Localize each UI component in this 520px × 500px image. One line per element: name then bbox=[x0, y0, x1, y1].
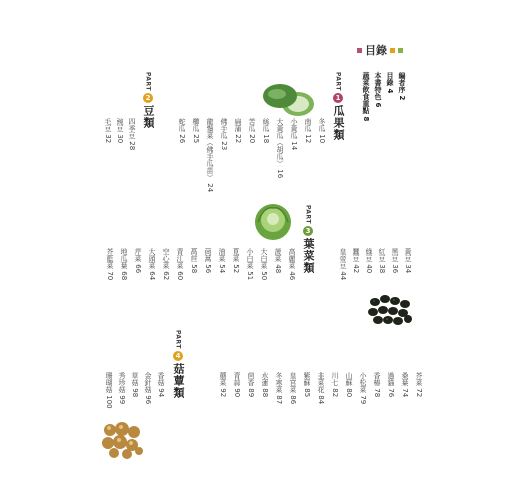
entry-page: 25 bbox=[192, 134, 200, 144]
entry-label: 油菜 bbox=[218, 248, 226, 262]
toc-entry[interactable] bbox=[391, 248, 399, 273]
entry-label: 茼蒿 bbox=[204, 248, 212, 262]
toc-entry[interactable] bbox=[219, 372, 227, 397]
toc-entry[interactable] bbox=[178, 118, 186, 143]
entry-page: 82 bbox=[331, 388, 339, 398]
part1-heading[interactable] bbox=[330, 72, 346, 141]
entry-label: 過貓 bbox=[387, 372, 395, 386]
toc-entry[interactable] bbox=[289, 372, 297, 404]
entry-label: 南瓜 bbox=[304, 118, 312, 132]
entry-page: 94 bbox=[157, 388, 165, 398]
toc-entry[interactable] bbox=[276, 118, 284, 178]
entry-label: 冬瓜 bbox=[318, 118, 326, 132]
entry-page: 88 bbox=[261, 388, 269, 398]
entry-page: 70 bbox=[106, 271, 114, 281]
toc-entry[interactable] bbox=[352, 248, 360, 273]
winter-melon-image bbox=[260, 78, 320, 120]
entry-label: 青江菜 bbox=[176, 248, 184, 269]
part2-heading[interactable] bbox=[140, 72, 156, 129]
entry-page: 86 bbox=[289, 395, 297, 405]
entry-page: 23 bbox=[220, 141, 228, 151]
part-label: PART bbox=[144, 72, 152, 91]
toc-entry[interactable] bbox=[260, 248, 268, 280]
entry-label: 茴香 bbox=[247, 372, 255, 386]
part-label: PART bbox=[304, 205, 312, 224]
entry-label: 冬寒菜 bbox=[275, 372, 283, 393]
entry-page: 68 bbox=[120, 271, 128, 281]
toc-entry[interactable] bbox=[220, 118, 228, 150]
toc-entry[interactable] bbox=[148, 248, 156, 280]
toc-entry[interactable] bbox=[120, 248, 128, 280]
entry-page: 90 bbox=[233, 388, 241, 398]
entry-label: 龍鬚菜（佛手瓜苗） bbox=[206, 118, 214, 181]
entry-label: 山蘇 bbox=[345, 372, 353, 386]
entry-label: 黑豆 bbox=[391, 248, 399, 262]
toc-entry[interactable] bbox=[318, 118, 326, 143]
toc-entry[interactable] bbox=[378, 248, 386, 273]
entry-page: 66 bbox=[134, 264, 142, 274]
entry-page: 58 bbox=[190, 264, 198, 274]
front-item[interactable]: 目錄 4 bbox=[386, 72, 394, 94]
front-item[interactable]: 本書特色 6 bbox=[374, 72, 382, 108]
entry-page: 79 bbox=[359, 395, 367, 405]
part-label: PART bbox=[334, 72, 342, 91]
entry-label: 蠶豆 bbox=[352, 248, 360, 262]
front-item[interactable]: 蔬菜飲食重點 8 bbox=[362, 72, 370, 122]
toc-entry[interactable] bbox=[232, 248, 240, 273]
toc-entry[interactable] bbox=[262, 118, 270, 143]
toc-entry[interactable] bbox=[247, 372, 255, 397]
toc-entry[interactable] bbox=[106, 248, 114, 280]
toc-entry[interactable] bbox=[157, 372, 165, 397]
entry-label: 小黃瓜 bbox=[290, 118, 298, 139]
part-number-badge: 2 bbox=[143, 93, 153, 103]
part-title: 瓜果類 bbox=[332, 104, 345, 141]
entry-label: 絲瓜 bbox=[262, 118, 270, 132]
square-icon bbox=[398, 48, 403, 53]
toc-entry[interactable] bbox=[359, 372, 367, 404]
entry-label: 四季豆 bbox=[128, 118, 136, 139]
entry-page: 56 bbox=[204, 264, 212, 274]
entry-page: 51 bbox=[246, 271, 254, 281]
entry-label: 川七 bbox=[331, 372, 339, 386]
entry-page: 36 bbox=[391, 264, 399, 274]
toc-entry[interactable] bbox=[116, 118, 124, 143]
entry-label: 大白菜 bbox=[260, 248, 268, 269]
entry-page: 78 bbox=[373, 388, 381, 398]
part-title: 葉菜類 bbox=[302, 237, 315, 274]
entry-label: 佛手瓜 bbox=[220, 118, 228, 139]
entry-page: 28 bbox=[128, 141, 136, 151]
toc-entry[interactable] bbox=[339, 248, 347, 280]
entry-label: 綠豆 bbox=[365, 248, 373, 262]
toc-entry[interactable] bbox=[246, 248, 254, 280]
entry-label: 金針菇 bbox=[144, 372, 152, 393]
entry-label: 皇宮菜 bbox=[289, 372, 297, 393]
toc-entry[interactable] bbox=[290, 118, 298, 150]
entry-page: 14 bbox=[290, 141, 298, 151]
entry-page: 42 bbox=[352, 264, 360, 274]
toc-title-text: 目錄 bbox=[365, 44, 387, 57]
toc-entry[interactable] bbox=[218, 248, 226, 273]
part-title: 豆類 bbox=[142, 104, 155, 129]
entry-label: 珊瑚菇 bbox=[105, 372, 113, 393]
cabbage-image bbox=[250, 200, 296, 242]
part-number-badge: 1 bbox=[333, 93, 343, 103]
toc-entry[interactable] bbox=[192, 118, 200, 143]
toc-entry[interactable] bbox=[373, 372, 381, 397]
entry-page: 22 bbox=[234, 134, 242, 144]
part-number-badge: 4 bbox=[173, 351, 183, 361]
entry-label: 毛豆 bbox=[104, 118, 112, 132]
toc-title bbox=[357, 42, 403, 58]
entry-page: 84 bbox=[317, 395, 325, 405]
toc-entry[interactable] bbox=[134, 248, 142, 273]
entry-page: 10 bbox=[318, 134, 326, 144]
toc-entry[interactable] bbox=[331, 372, 339, 397]
entry-page: 62 bbox=[162, 271, 170, 281]
entry-page: 60 bbox=[176, 271, 184, 281]
entry-page: 16 bbox=[276, 169, 284, 179]
toc-entry[interactable] bbox=[233, 372, 241, 397]
entry-page: 46 bbox=[288, 271, 296, 281]
part-label: PART bbox=[174, 330, 182, 349]
entry-label: 櫛瓜 bbox=[192, 118, 200, 132]
front-item[interactable]: 編者序 2 bbox=[398, 72, 406, 101]
toc-entry[interactable] bbox=[190, 248, 198, 273]
toc-entry[interactable] bbox=[345, 372, 353, 397]
toc-entry[interactable] bbox=[387, 372, 395, 397]
toc-entry[interactable] bbox=[261, 372, 269, 397]
entry-label: 小白菜 bbox=[246, 248, 254, 269]
toc-entry[interactable] bbox=[131, 372, 139, 397]
toc-entry[interactable] bbox=[176, 248, 184, 280]
entry-label: 大頭菜 bbox=[148, 248, 156, 269]
entry-label: 菠菜 bbox=[274, 248, 282, 262]
part-title: 菇蕈類 bbox=[172, 362, 185, 399]
square-icon bbox=[357, 48, 362, 53]
entry-label: 芥藍菜 bbox=[106, 248, 114, 269]
entry-page: 80 bbox=[345, 388, 353, 398]
entry-page: 30 bbox=[116, 134, 124, 144]
entry-label: 紅豆 bbox=[378, 248, 386, 262]
entry-page: 32 bbox=[104, 134, 112, 144]
entry-page: 72 bbox=[415, 388, 423, 398]
entry-label: 香椿 bbox=[373, 372, 381, 386]
toc-entry[interactable] bbox=[401, 372, 409, 397]
entry-page: 64 bbox=[148, 271, 156, 281]
toc-entry[interactable] bbox=[317, 372, 325, 404]
entry-label: 香菇 bbox=[157, 372, 165, 386]
entry-label: 高麗菜 bbox=[288, 248, 296, 269]
entry-page: 38 bbox=[378, 264, 386, 274]
square-icon bbox=[390, 48, 395, 53]
entry-page: 12 bbox=[304, 134, 312, 144]
toc-entry[interactable] bbox=[404, 248, 412, 273]
entry-page: 48 bbox=[274, 264, 282, 274]
entry-label: 韭菜花 bbox=[317, 372, 325, 393]
toc-entry[interactable] bbox=[365, 248, 373, 273]
entry-label: 地瓜葉 bbox=[120, 248, 128, 269]
toc-entry[interactable] bbox=[118, 372, 126, 404]
entry-label: 大黃瓜（胡瓜） bbox=[276, 118, 284, 167]
toc-entry[interactable] bbox=[274, 248, 282, 273]
toc-entry[interactable] bbox=[128, 118, 136, 150]
entry-page: 50 bbox=[260, 271, 268, 281]
entry-label: 空心菜 bbox=[162, 248, 170, 269]
part-number-badge: 3 bbox=[303, 226, 313, 236]
entry-label: 蘑菜 bbox=[219, 372, 227, 386]
entry-page: 20 bbox=[248, 134, 256, 144]
entry-label: 扁蒲 bbox=[234, 118, 242, 132]
toc-entry[interactable] bbox=[415, 372, 423, 397]
toc-entry[interactable] bbox=[162, 248, 170, 280]
entry-label: 豌豆 bbox=[116, 118, 124, 132]
entry-page: 44 bbox=[339, 271, 347, 281]
entry-page: 89 bbox=[247, 388, 255, 398]
entry-page: 18 bbox=[262, 134, 270, 144]
entry-label: 黃豆 bbox=[404, 248, 412, 262]
entry-label: 莧菜 bbox=[232, 248, 240, 262]
toc-entry[interactable] bbox=[104, 118, 112, 143]
entry-label: 小松菜 bbox=[359, 372, 367, 393]
entry-page: 40 bbox=[365, 264, 373, 274]
entry-page: 52 bbox=[232, 264, 240, 274]
entry-label: 水蓮 bbox=[261, 372, 269, 386]
toc-entry[interactable] bbox=[275, 372, 283, 404]
toc-entry[interactable] bbox=[234, 118, 242, 143]
entry-page: 34 bbox=[404, 264, 412, 274]
entry-label: 紫蘇 bbox=[303, 372, 311, 386]
black-beans-image bbox=[365, 290, 415, 332]
entry-label: 草菇 bbox=[131, 372, 139, 386]
toc-entry[interactable] bbox=[144, 372, 152, 404]
entry-page: 98 bbox=[131, 388, 139, 398]
entry-label: 秀珍菇 bbox=[118, 372, 126, 393]
entry-page: 100 bbox=[105, 395, 113, 409]
entry-label: 青蒜 bbox=[233, 372, 241, 386]
entry-label: 芹菜 bbox=[134, 248, 142, 262]
entry-page: 26 bbox=[178, 134, 186, 144]
entry-page: 96 bbox=[144, 395, 152, 405]
entry-label: 皇帝豆 bbox=[339, 248, 347, 269]
toc-entry[interactable] bbox=[204, 248, 212, 273]
mushrooms-image bbox=[100, 420, 146, 460]
part3-heading[interactable] bbox=[300, 205, 316, 274]
entry-page: 85 bbox=[303, 388, 311, 398]
entry-page: 92 bbox=[219, 388, 227, 398]
toc-entry[interactable] bbox=[288, 248, 296, 280]
entry-page: 54 bbox=[218, 264, 226, 274]
entry-page: 87 bbox=[275, 395, 283, 405]
entry-page: 24 bbox=[206, 183, 214, 193]
entry-label: 桑葉 bbox=[401, 372, 409, 386]
part4-heading[interactable] bbox=[170, 330, 186, 399]
toc-entry[interactable] bbox=[206, 118, 214, 192]
entry-label: 苦瓜 bbox=[248, 118, 256, 132]
entry-label: 蛇瓜 bbox=[178, 118, 186, 132]
entry-label: 萵苣 bbox=[190, 248, 198, 262]
toc-entry[interactable] bbox=[303, 372, 311, 397]
toc-entry[interactable] bbox=[304, 118, 312, 143]
toc-entry[interactable] bbox=[105, 372, 113, 409]
entry-label: 芥菜 bbox=[415, 372, 423, 386]
entry-page: 99 bbox=[118, 395, 126, 405]
entry-page: 76 bbox=[387, 388, 395, 398]
toc-entry[interactable] bbox=[248, 118, 256, 143]
entry-page: 74 bbox=[401, 388, 409, 398]
